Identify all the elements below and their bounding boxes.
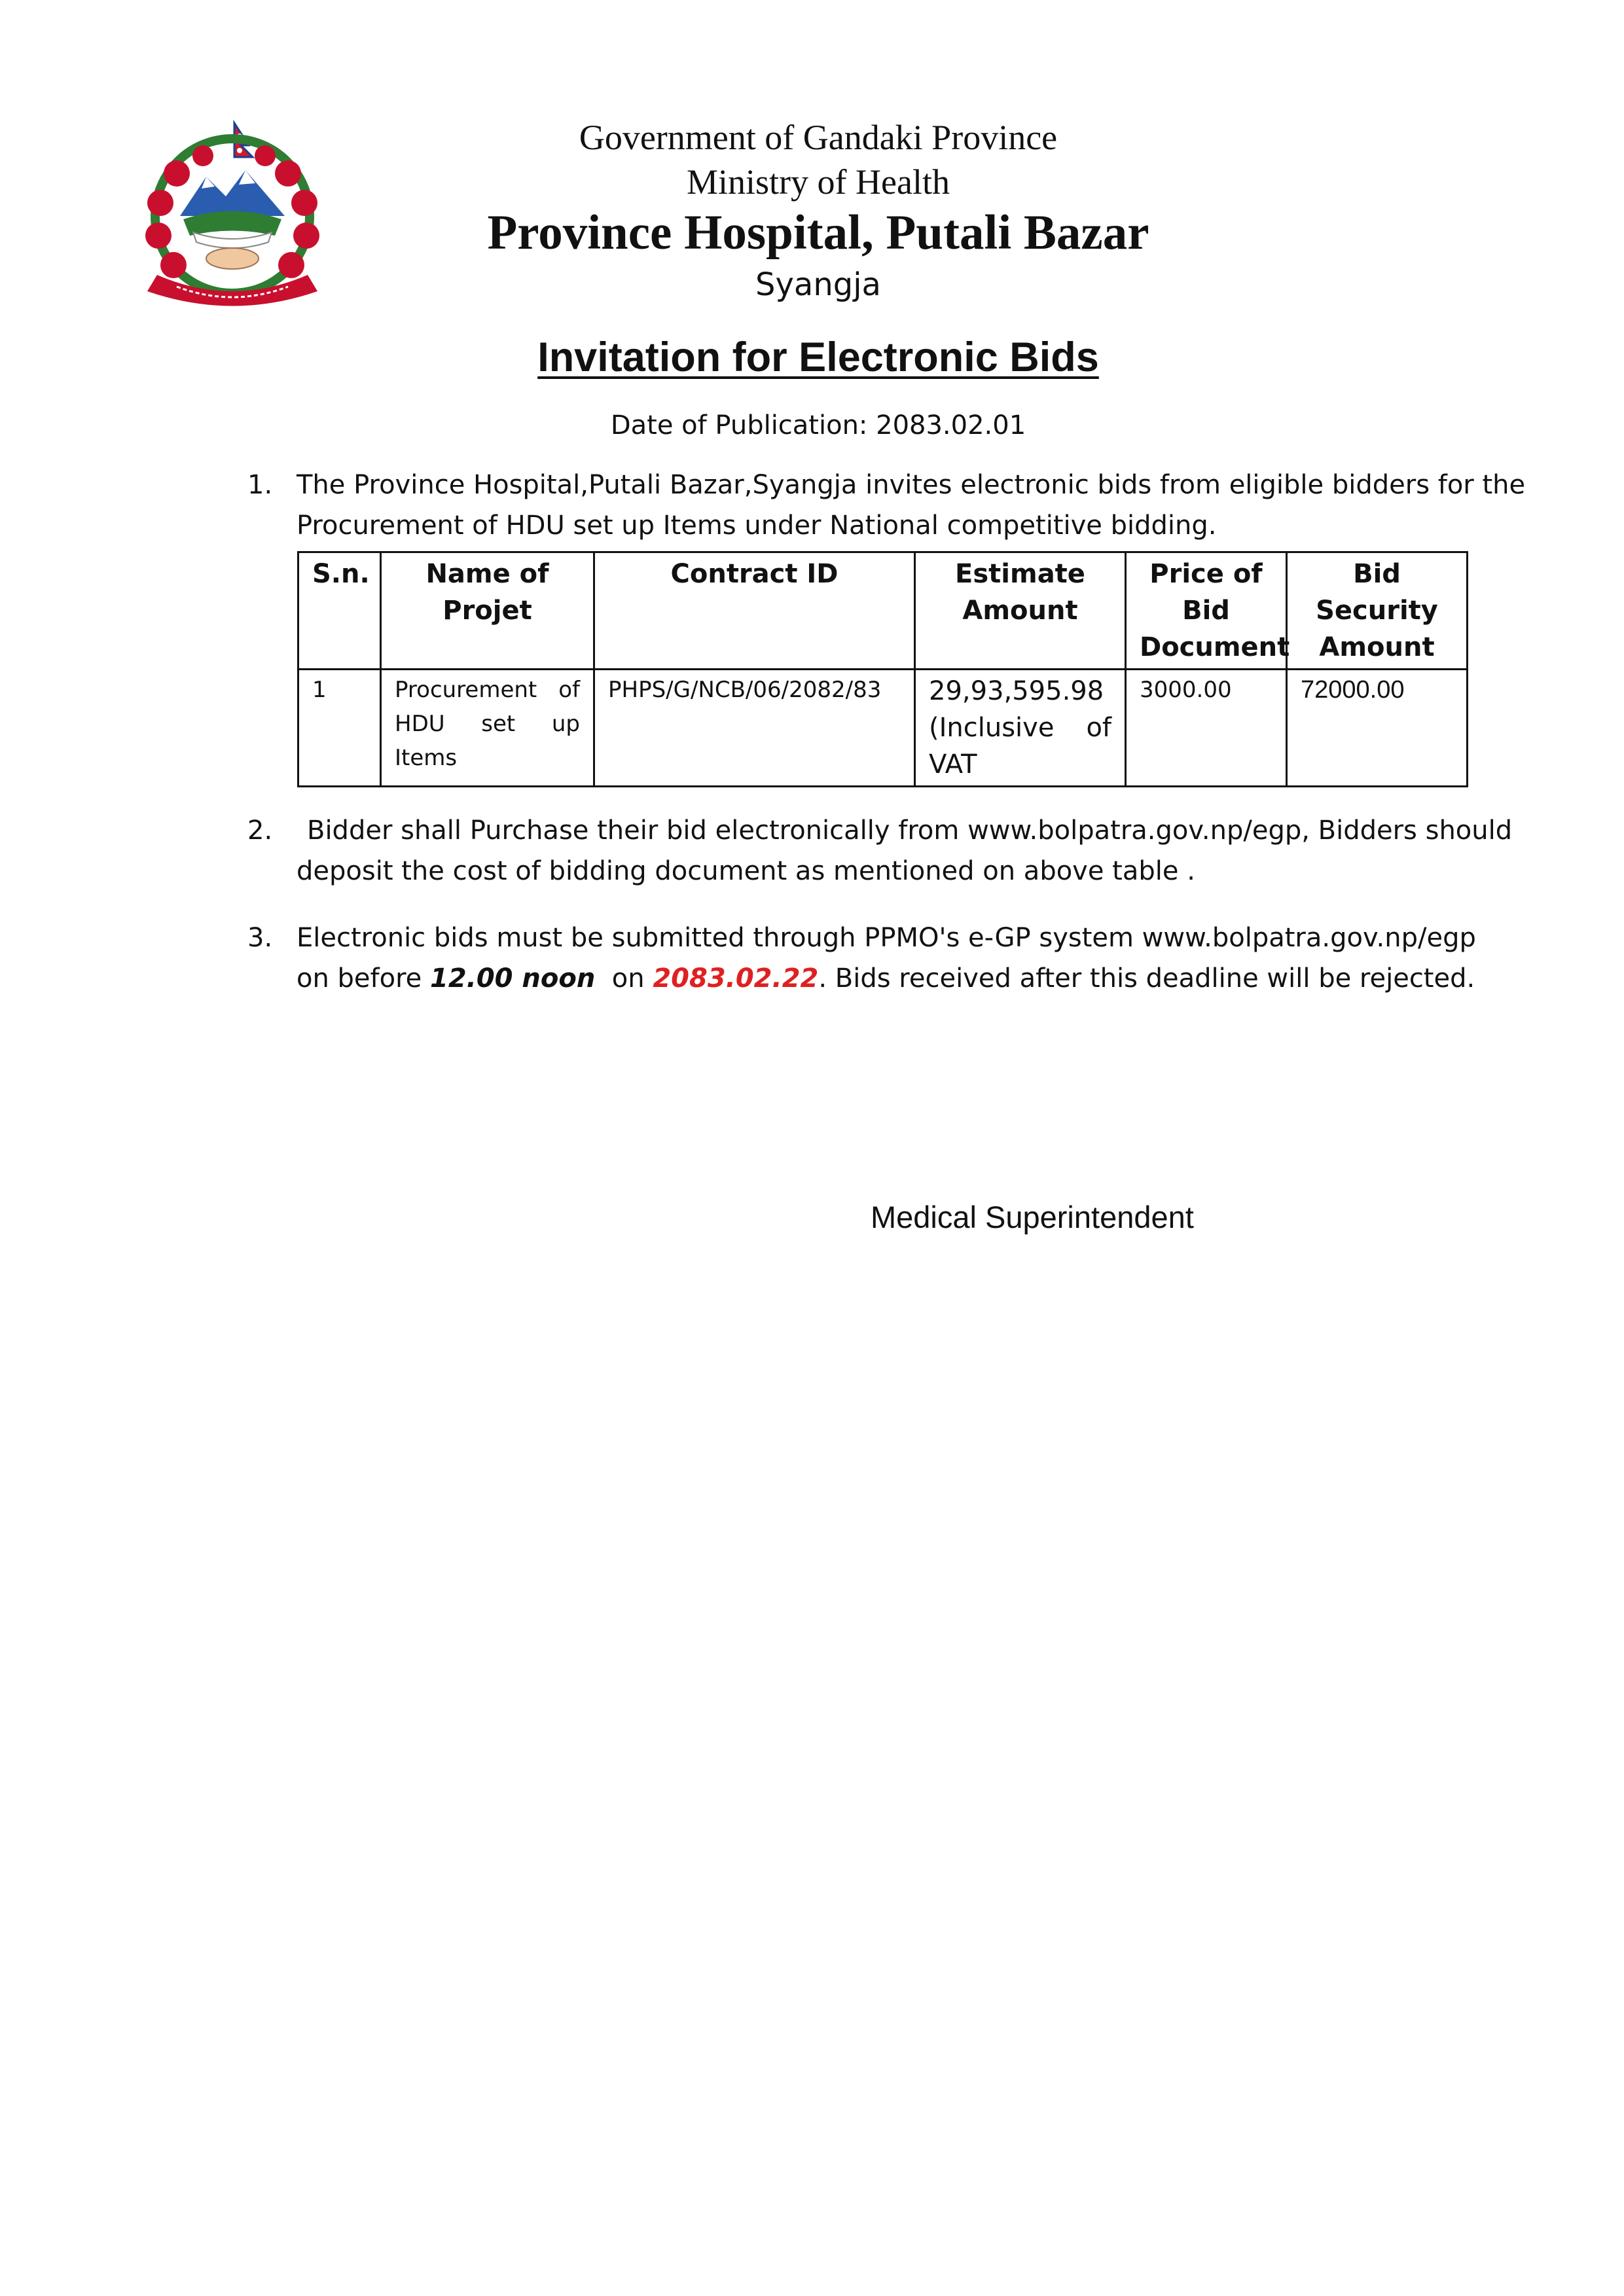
point-3-text-c: . Bids received after this deadline will be rejected. (818, 963, 1475, 994)
cell-project-name: Procurement of HDU set up Items (381, 670, 594, 787)
point-3 (247, 918, 1476, 1003)
handshake-icon (206, 248, 259, 269)
page-title: Invitation for Electronic Bids (537, 334, 1099, 380)
point-number: 1. (247, 470, 273, 500)
point-1 (247, 465, 1526, 546)
district-heading: Syangja (755, 266, 881, 303)
cell-sn: 1 (298, 670, 381, 787)
ministry-heading: Ministry of Health (687, 162, 950, 202)
cell-bid-security: 72000.00 (1287, 670, 1468, 787)
cell-contract-id: PHPS/G/NCB/06/2082/83 (594, 670, 915, 787)
header-contract-id: Contract ID (594, 552, 915, 670)
point-3-text-a: on before (297, 963, 430, 994)
cell-bid-document-price: 3000.00 (1126, 670, 1287, 787)
publication-date: Date of Publication: 2083.02.01 (610, 410, 1026, 440)
point-3-line-1: Electronic bids must be submitted through PPMO's e-GP system www.bolpatra.gov.np/egp (297, 923, 1476, 953)
table-header-row (298, 552, 1468, 670)
cell-estimate-amount: 29,93,595.98 (Inclusive of VAT (915, 670, 1126, 787)
point-number: 2. (247, 816, 273, 846)
signature-title: Medical Superintendent (871, 1200, 1194, 1234)
mountain-icon (180, 170, 285, 216)
point-2-line-1: Bidder shall Purchase their bid electronically from www.bolpatra.gov.np/egp, Bidders should (307, 816, 1513, 846)
hospital-heading: Province Hospital, Putali Bazar (487, 206, 1149, 260)
map-shape (193, 232, 272, 248)
point-1-line-2: Procurement of HDU set up Items under National competitive bidding. (297, 511, 1217, 541)
deadline-time: 12.00 noon (429, 963, 596, 994)
header-project-name: Name of Projet (381, 552, 594, 670)
header-sn: S.n. (298, 552, 381, 670)
nepal-emblem-icon (131, 111, 353, 314)
bids-table (297, 551, 1468, 787)
deadline-date: 2083.02.22 (653, 963, 819, 994)
point-number: 3. (247, 923, 273, 953)
point-3-line-2 (297, 963, 1475, 994)
point-2 (247, 810, 1513, 891)
point-2-line-2: deposit the cost of bidding document as mentioned on above table . (297, 856, 1195, 886)
point-1-line-1: The Province Hospital,Putali Bazar,Syangja invites electronic bids from eligible bidders for the (297, 470, 1526, 500)
table-row (298, 670, 1468, 787)
header-estimate-amount: Estimate Amount (915, 552, 1126, 670)
point-3-text-b: on (595, 963, 653, 994)
header-bid-document-price: Price of Bid Document (1126, 552, 1287, 670)
header-bid-security: Bid Security Amount (1287, 552, 1468, 670)
government-heading: Government of Gandaki Province (579, 118, 1058, 157)
